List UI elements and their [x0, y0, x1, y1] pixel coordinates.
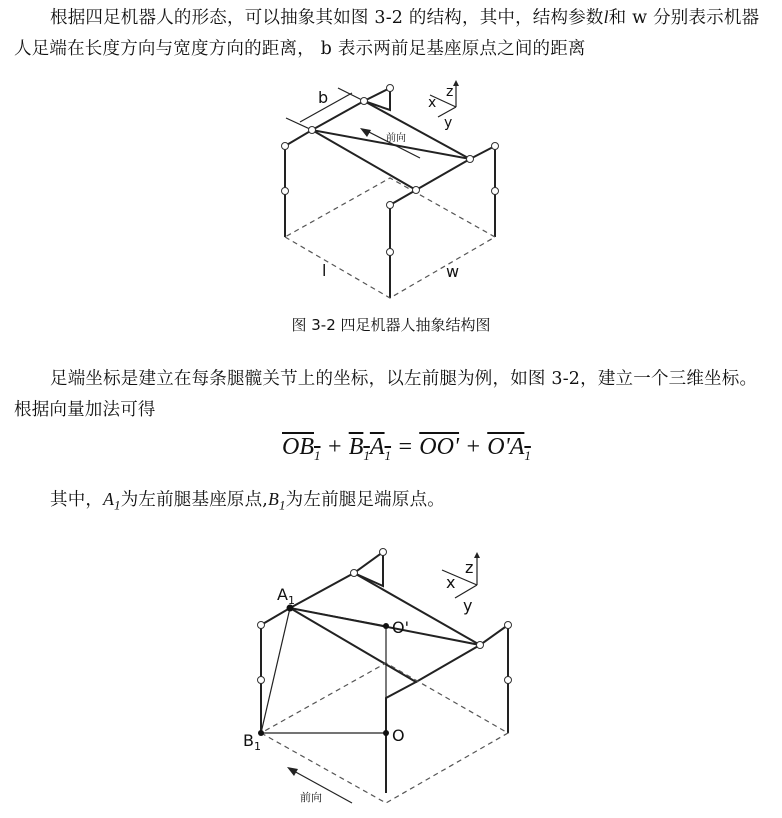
body-right-edge [364, 101, 470, 159]
plus-sign: + [326, 434, 343, 460]
label-w: w [446, 262, 460, 281]
point-b1 [258, 730, 264, 736]
equals-sign: = [397, 434, 414, 460]
fig2-body-rear [416, 645, 480, 682]
label-b: b [318, 88, 329, 107]
point-o [383, 730, 389, 736]
fig2-forward-arrow-head [287, 767, 298, 776]
fig2-axis-x-label: x [446, 573, 456, 592]
body-left-edge [312, 130, 416, 298]
fig2-label-front: 前向 [300, 791, 322, 804]
label-o-prime: O' [392, 618, 409, 637]
term-ob1: $OB_1$ [282, 434, 321, 463]
label-b1: $B_1$ [243, 731, 261, 753]
point-o-prime [383, 623, 389, 629]
vector-formula [282, 434, 531, 464]
term-b1a1: $B_1A_1$ [348, 434, 392, 463]
fig2-axis-z-head [474, 552, 480, 558]
forward-arrow-head [360, 128, 371, 137]
label-front: 前向 [386, 133, 406, 144]
paragraph1-text-b: 和 w 分别表示机器人足端在长度方向与宽度方向的距离， b 表示两前足基座原点之间的距离 [14, 8, 760, 59]
term-oo: OO' [419, 434, 460, 460]
plus-sign-2: + [465, 434, 482, 460]
axis-z-label: z [446, 84, 454, 100]
b-dim-tick1 [286, 118, 312, 130]
fig2-axis-z-label: z [465, 558, 474, 577]
fig2-body-top [354, 573, 480, 645]
figure-caption: 图 3-2 四足机器人抽象结构图 [291, 316, 491, 334]
axis-y-label: y [444, 115, 453, 131]
label-a1: $A_1$ [277, 585, 295, 607]
label-o: O [392, 726, 405, 745]
vec-a1b1 [261, 608, 290, 733]
paragraph-coordinate: 足端坐标是建立在每条腿髋关节上的坐标，以左前腿为例，如图 3-2，建立一个三维坐标。根据向量加法可得 [14, 369, 758, 420]
axis-z-head [453, 80, 459, 86]
variable-l: l [603, 7, 609, 27]
paragraph1-text-a: 根据四足机器人的形态，可以抽象其如图 3-2 的结构，其中，结构参数 [50, 8, 604, 28]
paragraph-origin-definition: 其中，$A_1$为左前腿基座原点$,B_1$为左前腿足端原点。 [50, 489, 445, 513]
term-oa1: $O'A_1$ [487, 434, 531, 463]
label-l: l [322, 261, 327, 280]
figure-leg-vectors [0, 518, 782, 818]
figure-quadruped-abstract [0, 0, 782, 310]
body-rear-edge [416, 159, 470, 190]
axis-x-label: x [428, 95, 437, 111]
fig2-axis-y-label: y [463, 596, 473, 615]
